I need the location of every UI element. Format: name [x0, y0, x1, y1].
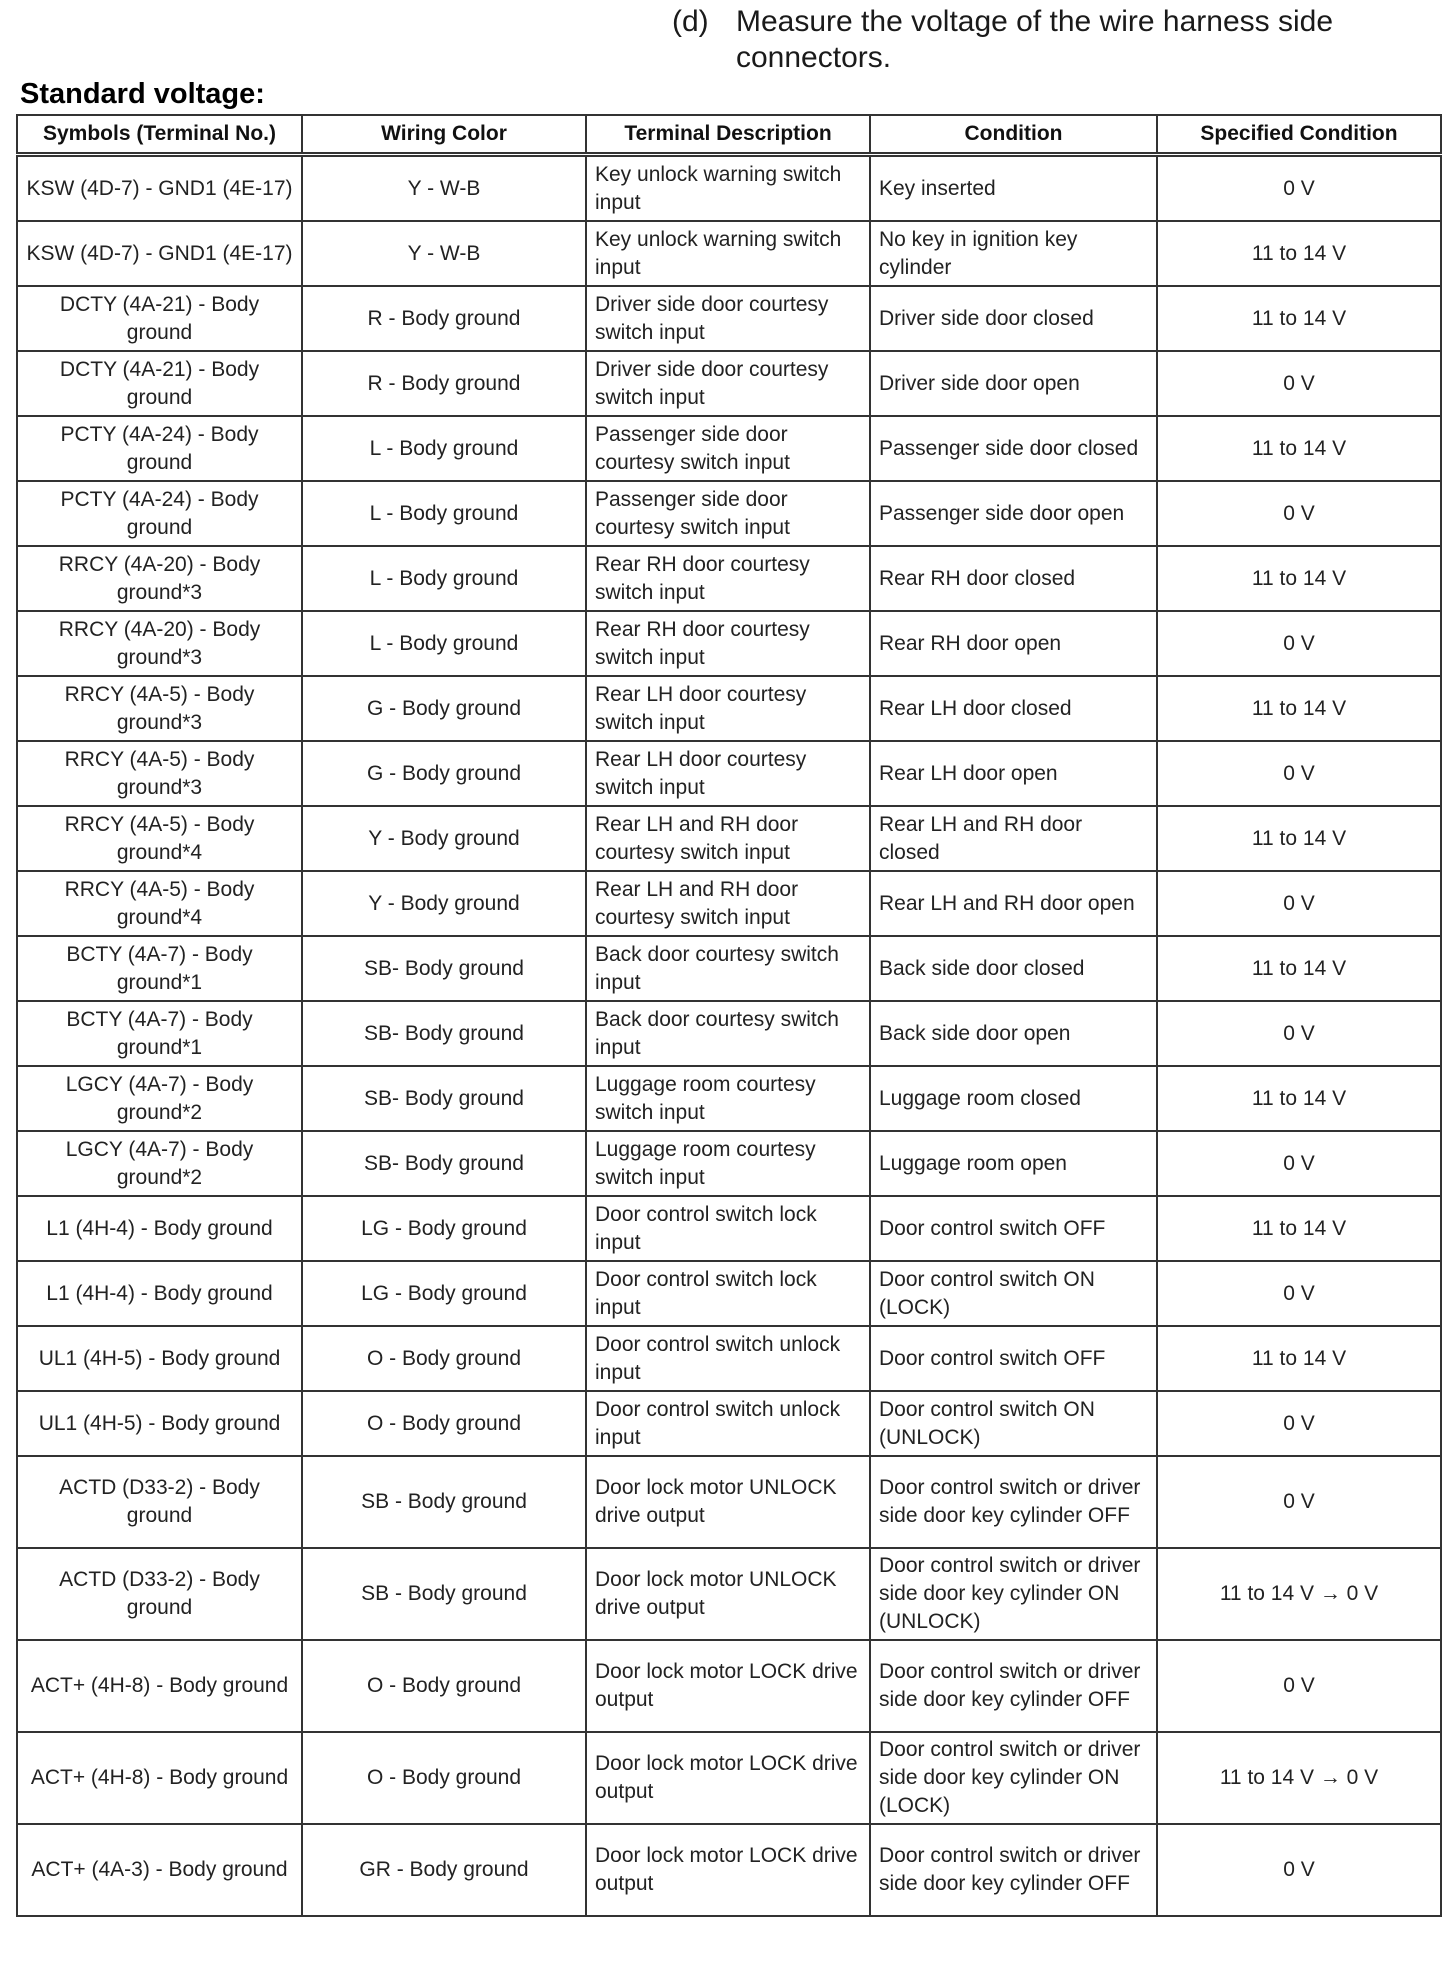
table-row [17, 1640, 1441, 1732]
condition-cell: Back side door closed [870, 936, 1157, 1001]
specified-condition-cell: 0 V [1157, 1261, 1441, 1326]
symbol-cell: L1 (4H-4) - Body ground [17, 1196, 302, 1261]
terminal-description-cell: Rear RH door courtesy switch input [586, 546, 870, 611]
terminal-description-cell: Door lock motor UNLOCK drive output [586, 1548, 870, 1640]
header-condition: Condition [870, 115, 1157, 155]
symbol-cell: ACT+ (4H-8) - Body ground [17, 1732, 302, 1824]
table-row [17, 286, 1441, 351]
symbol-cell: RRCY (4A-5) - Body ground*3 [17, 676, 302, 741]
standard-voltage-table [16, 114, 1442, 1917]
table-row [17, 155, 1441, 222]
table-row [17, 1001, 1441, 1066]
wiring-color-cell: SB- Body ground [302, 1001, 586, 1066]
terminal-description-cell: Rear RH door courtesy switch input [586, 611, 870, 676]
specified-condition-cell: 11 to 14 V [1157, 221, 1441, 286]
specified-condition-cell: 11 to 14 V [1157, 546, 1441, 611]
table-row [17, 936, 1441, 1001]
specified-condition-cell: 0 V [1157, 1824, 1441, 1916]
specified-condition-cell: 0 V [1157, 481, 1441, 546]
table-row [17, 806, 1441, 871]
table-row [17, 1391, 1441, 1456]
symbol-cell: BCTY (4A-7) - Body ground*1 [17, 1001, 302, 1066]
condition-cell: Door control switch or driver side door key cylinder OFF [870, 1824, 1157, 1916]
table-row [17, 416, 1441, 481]
terminal-description-cell: Rear LH and RH door courtesy switch input [586, 871, 870, 936]
condition-cell: Key inserted [870, 155, 1157, 222]
condition-cell: Door control switch ON (LOCK) [870, 1261, 1157, 1326]
table-row [17, 221, 1441, 286]
symbol-cell: ACT+ (4A-3) - Body ground [17, 1824, 302, 1916]
wiring-color-cell: R - Body ground [302, 351, 586, 416]
condition-cell: No key in ignition key cylinder [870, 221, 1157, 286]
wiring-color-cell: SB- Body ground [302, 1131, 586, 1196]
symbol-cell: PCTY (4A-24) - Body ground [17, 416, 302, 481]
table-row [17, 1732, 1441, 1824]
condition-cell: Passenger side door closed [870, 416, 1157, 481]
wiring-color-cell: G - Body ground [302, 741, 586, 806]
specified-condition-cell: 0 V [1157, 1391, 1441, 1456]
table-row [17, 546, 1441, 611]
terminal-description-cell: Driver side door courtesy switch input [586, 286, 870, 351]
wiring-color-cell: Y - Body ground [302, 871, 586, 936]
symbol-cell: UL1 (4H-5) - Body ground [17, 1391, 302, 1456]
condition-cell: Rear LH door closed [870, 676, 1157, 741]
wiring-color-cell: O - Body ground [302, 1732, 586, 1824]
wiring-color-cell: Y - Body ground [302, 806, 586, 871]
specified-condition-cell: 11 to 14 V [1157, 806, 1441, 871]
specified-condition-cell: 0 V [1157, 1131, 1441, 1196]
header-symbols: Symbols (Terminal No.) [17, 115, 302, 155]
terminal-description-cell: Rear LH door courtesy switch input [586, 741, 870, 806]
symbol-cell: RRCY (4A-5) - Body ground*3 [17, 741, 302, 806]
symbol-cell: PCTY (4A-24) - Body ground [17, 481, 302, 546]
condition-cell: Luggage room open [870, 1131, 1157, 1196]
wiring-color-cell: O - Body ground [302, 1326, 586, 1391]
condition-cell: Rear RH door open [870, 611, 1157, 676]
wiring-color-cell: G - Body ground [302, 676, 586, 741]
table-row [17, 1261, 1441, 1326]
table-row [17, 1131, 1441, 1196]
terminal-description-cell: Luggage room courtesy switch input [586, 1066, 870, 1131]
terminal-description-cell: Driver side door courtesy switch input [586, 351, 870, 416]
condition-cell: Door control switch OFF [870, 1196, 1157, 1261]
terminal-description-cell: Door lock motor LOCK drive output [586, 1640, 870, 1732]
condition-cell: Back side door open [870, 1001, 1157, 1066]
terminal-description-cell: Key unlock warning switch input [586, 221, 870, 286]
specified-condition-cell: 11 to 14 V [1157, 416, 1441, 481]
condition-cell: Luggage room closed [870, 1066, 1157, 1131]
specified-condition-cell: 0 V [1157, 1456, 1441, 1548]
specified-condition-cell: 11 to 14 V [1157, 1326, 1441, 1391]
wiring-color-cell: Y - W-B [302, 155, 586, 222]
specified-condition-cell: 0 V [1157, 611, 1441, 676]
table-row [17, 676, 1441, 741]
step-label: (d) [672, 5, 709, 38]
wiring-color-cell: LG - Body ground [302, 1196, 586, 1261]
symbol-cell: LGCY (4A-7) - Body ground*2 [17, 1131, 302, 1196]
condition-cell: Door control switch or driver side door key cylinder OFF [870, 1640, 1157, 1732]
specified-condition-cell: 11 to 14 V [1157, 1196, 1441, 1261]
terminal-description-cell: Door control switch lock input [586, 1196, 870, 1261]
table-row [17, 1196, 1441, 1261]
symbol-cell: RRCY (4A-5) - Body ground*4 [17, 871, 302, 936]
section-heading: Standard voltage: [20, 78, 265, 110]
wiring-color-cell: LG - Body ground [302, 1261, 586, 1326]
wiring-color-cell: L - Body ground [302, 416, 586, 481]
condition-cell: Door control switch or driver side door key cylinder ON (UNLOCK) [870, 1548, 1157, 1640]
header-wiring-color: Wiring Color [302, 115, 586, 155]
symbol-cell: DCTY (4A-21) - Body ground [17, 286, 302, 351]
specified-condition-cell: 0 V [1157, 871, 1441, 936]
terminal-description-cell: Door control switch lock input [586, 1261, 870, 1326]
condition-cell: Door control switch OFF [870, 1326, 1157, 1391]
table-row [17, 1326, 1441, 1391]
terminal-description-cell: Door lock motor LOCK drive output [586, 1824, 870, 1916]
wiring-color-cell: L - Body ground [302, 481, 586, 546]
condition-cell: Driver side door open [870, 351, 1157, 416]
table-row [17, 1066, 1441, 1131]
wiring-color-cell: R - Body ground [302, 286, 586, 351]
step-instruction: Measure the voltage of the wire harness side connectors. [736, 5, 1333, 74]
terminal-description-cell: Passenger side door courtesy switch input [586, 416, 870, 481]
wiring-color-cell: SB - Body ground [302, 1548, 586, 1640]
terminal-description-cell: Back door courtesy switch input [586, 1001, 870, 1066]
symbol-cell: RRCY (4A-5) - Body ground*4 [17, 806, 302, 871]
specified-condition-cell: 11 to 14 V [1157, 286, 1441, 351]
condition-cell: Door control switch ON (UNLOCK) [870, 1391, 1157, 1456]
wiring-color-cell: SB- Body ground [302, 936, 586, 1001]
symbol-cell: UL1 (4H-5) - Body ground [17, 1326, 302, 1391]
terminal-description-cell: Key unlock warning switch input [586, 155, 870, 222]
specified-condition-cell: 11 to 14 V → 0 V [1157, 1548, 1441, 1640]
symbol-cell: L1 (4H-4) - Body ground [17, 1261, 302, 1326]
specified-condition-cell: 0 V [1157, 741, 1441, 806]
table-row [17, 351, 1441, 416]
condition-cell: Passenger side door open [870, 481, 1157, 546]
symbol-cell: ACTD (D33-2) - Body ground [17, 1548, 302, 1640]
symbol-cell: LGCY (4A-7) - Body ground*2 [17, 1066, 302, 1131]
condition-cell: Driver side door closed [870, 286, 1157, 351]
terminal-description-cell: Back door courtesy switch input [586, 936, 870, 1001]
terminal-description-cell: Rear LH door courtesy switch input [586, 676, 870, 741]
condition-cell: Door control switch or driver side door key cylinder ON (LOCK) [870, 1732, 1157, 1824]
symbol-cell: DCTY (4A-21) - Body ground [17, 351, 302, 416]
specified-condition-cell: 11 to 14 V [1157, 676, 1441, 741]
condition-cell: Rear LH and RH door open [870, 871, 1157, 936]
symbol-cell: BCTY (4A-7) - Body ground*1 [17, 936, 302, 1001]
table-row [17, 1456, 1441, 1548]
table-row [17, 741, 1441, 806]
terminal-description-cell: Passenger side door courtesy switch input [586, 481, 870, 546]
table-row [17, 481, 1441, 546]
specified-condition-cell: 0 V [1157, 155, 1441, 222]
table-row [17, 611, 1441, 676]
wiring-color-cell: SB- Body ground [302, 1066, 586, 1131]
wiring-color-cell: L - Body ground [302, 546, 586, 611]
specified-condition-cell: 0 V [1157, 1001, 1441, 1066]
wiring-color-cell: SB - Body ground [302, 1456, 586, 1548]
wiring-color-cell: O - Body ground [302, 1640, 586, 1732]
specified-condition-cell: 11 to 14 V [1157, 1066, 1441, 1131]
header-terminal-description: Terminal Description [586, 115, 870, 155]
wiring-color-cell: L - Body ground [302, 611, 586, 676]
specified-condition-cell: 11 to 14 V [1157, 936, 1441, 1001]
condition-cell: Rear RH door closed [870, 546, 1157, 611]
symbol-cell: KSW (4D-7) - GND1 (4E-17) [17, 155, 302, 222]
terminal-description-cell: Door lock motor UNLOCK drive output [586, 1456, 870, 1548]
header-specified-condition: Specified Condition [1157, 115, 1441, 155]
specified-condition-cell: 0 V [1157, 1640, 1441, 1732]
terminal-description-cell: Luggage room courtesy switch input [586, 1131, 870, 1196]
specified-condition-cell: 11 to 14 V → 0 V [1157, 1732, 1441, 1824]
table-header-row [17, 115, 1441, 155]
symbol-cell: ACT+ (4H-8) - Body ground [17, 1640, 302, 1732]
symbol-cell: RRCY (4A-20) - Body ground*3 [17, 611, 302, 676]
symbol-cell: ACTD (D33-2) - Body ground [17, 1456, 302, 1548]
table-row [17, 871, 1441, 936]
wiring-color-cell: GR - Body ground [302, 1824, 586, 1916]
symbol-cell: KSW (4D-7) - GND1 (4E-17) [17, 221, 302, 286]
wiring-color-cell: Y - W-B [302, 221, 586, 286]
condition-cell: Rear LH door open [870, 741, 1157, 806]
symbol-cell: RRCY (4A-20) - Body ground*3 [17, 546, 302, 611]
terminal-description-cell: Rear LH and RH door courtesy switch input [586, 806, 870, 871]
terminal-description-cell: Door control switch unlock input [586, 1391, 870, 1456]
specified-condition-cell: 0 V [1157, 351, 1441, 416]
table-row [17, 1824, 1441, 1916]
terminal-description-cell: Door control switch unlock input [586, 1326, 870, 1391]
wiring-color-cell: O - Body ground [302, 1391, 586, 1456]
terminal-description-cell: Door lock motor LOCK drive output [586, 1732, 870, 1824]
table-row [17, 1548, 1441, 1640]
condition-cell: Door control switch or driver side door key cylinder OFF [870, 1456, 1157, 1548]
condition-cell: Rear LH and RH door closed [870, 806, 1157, 871]
